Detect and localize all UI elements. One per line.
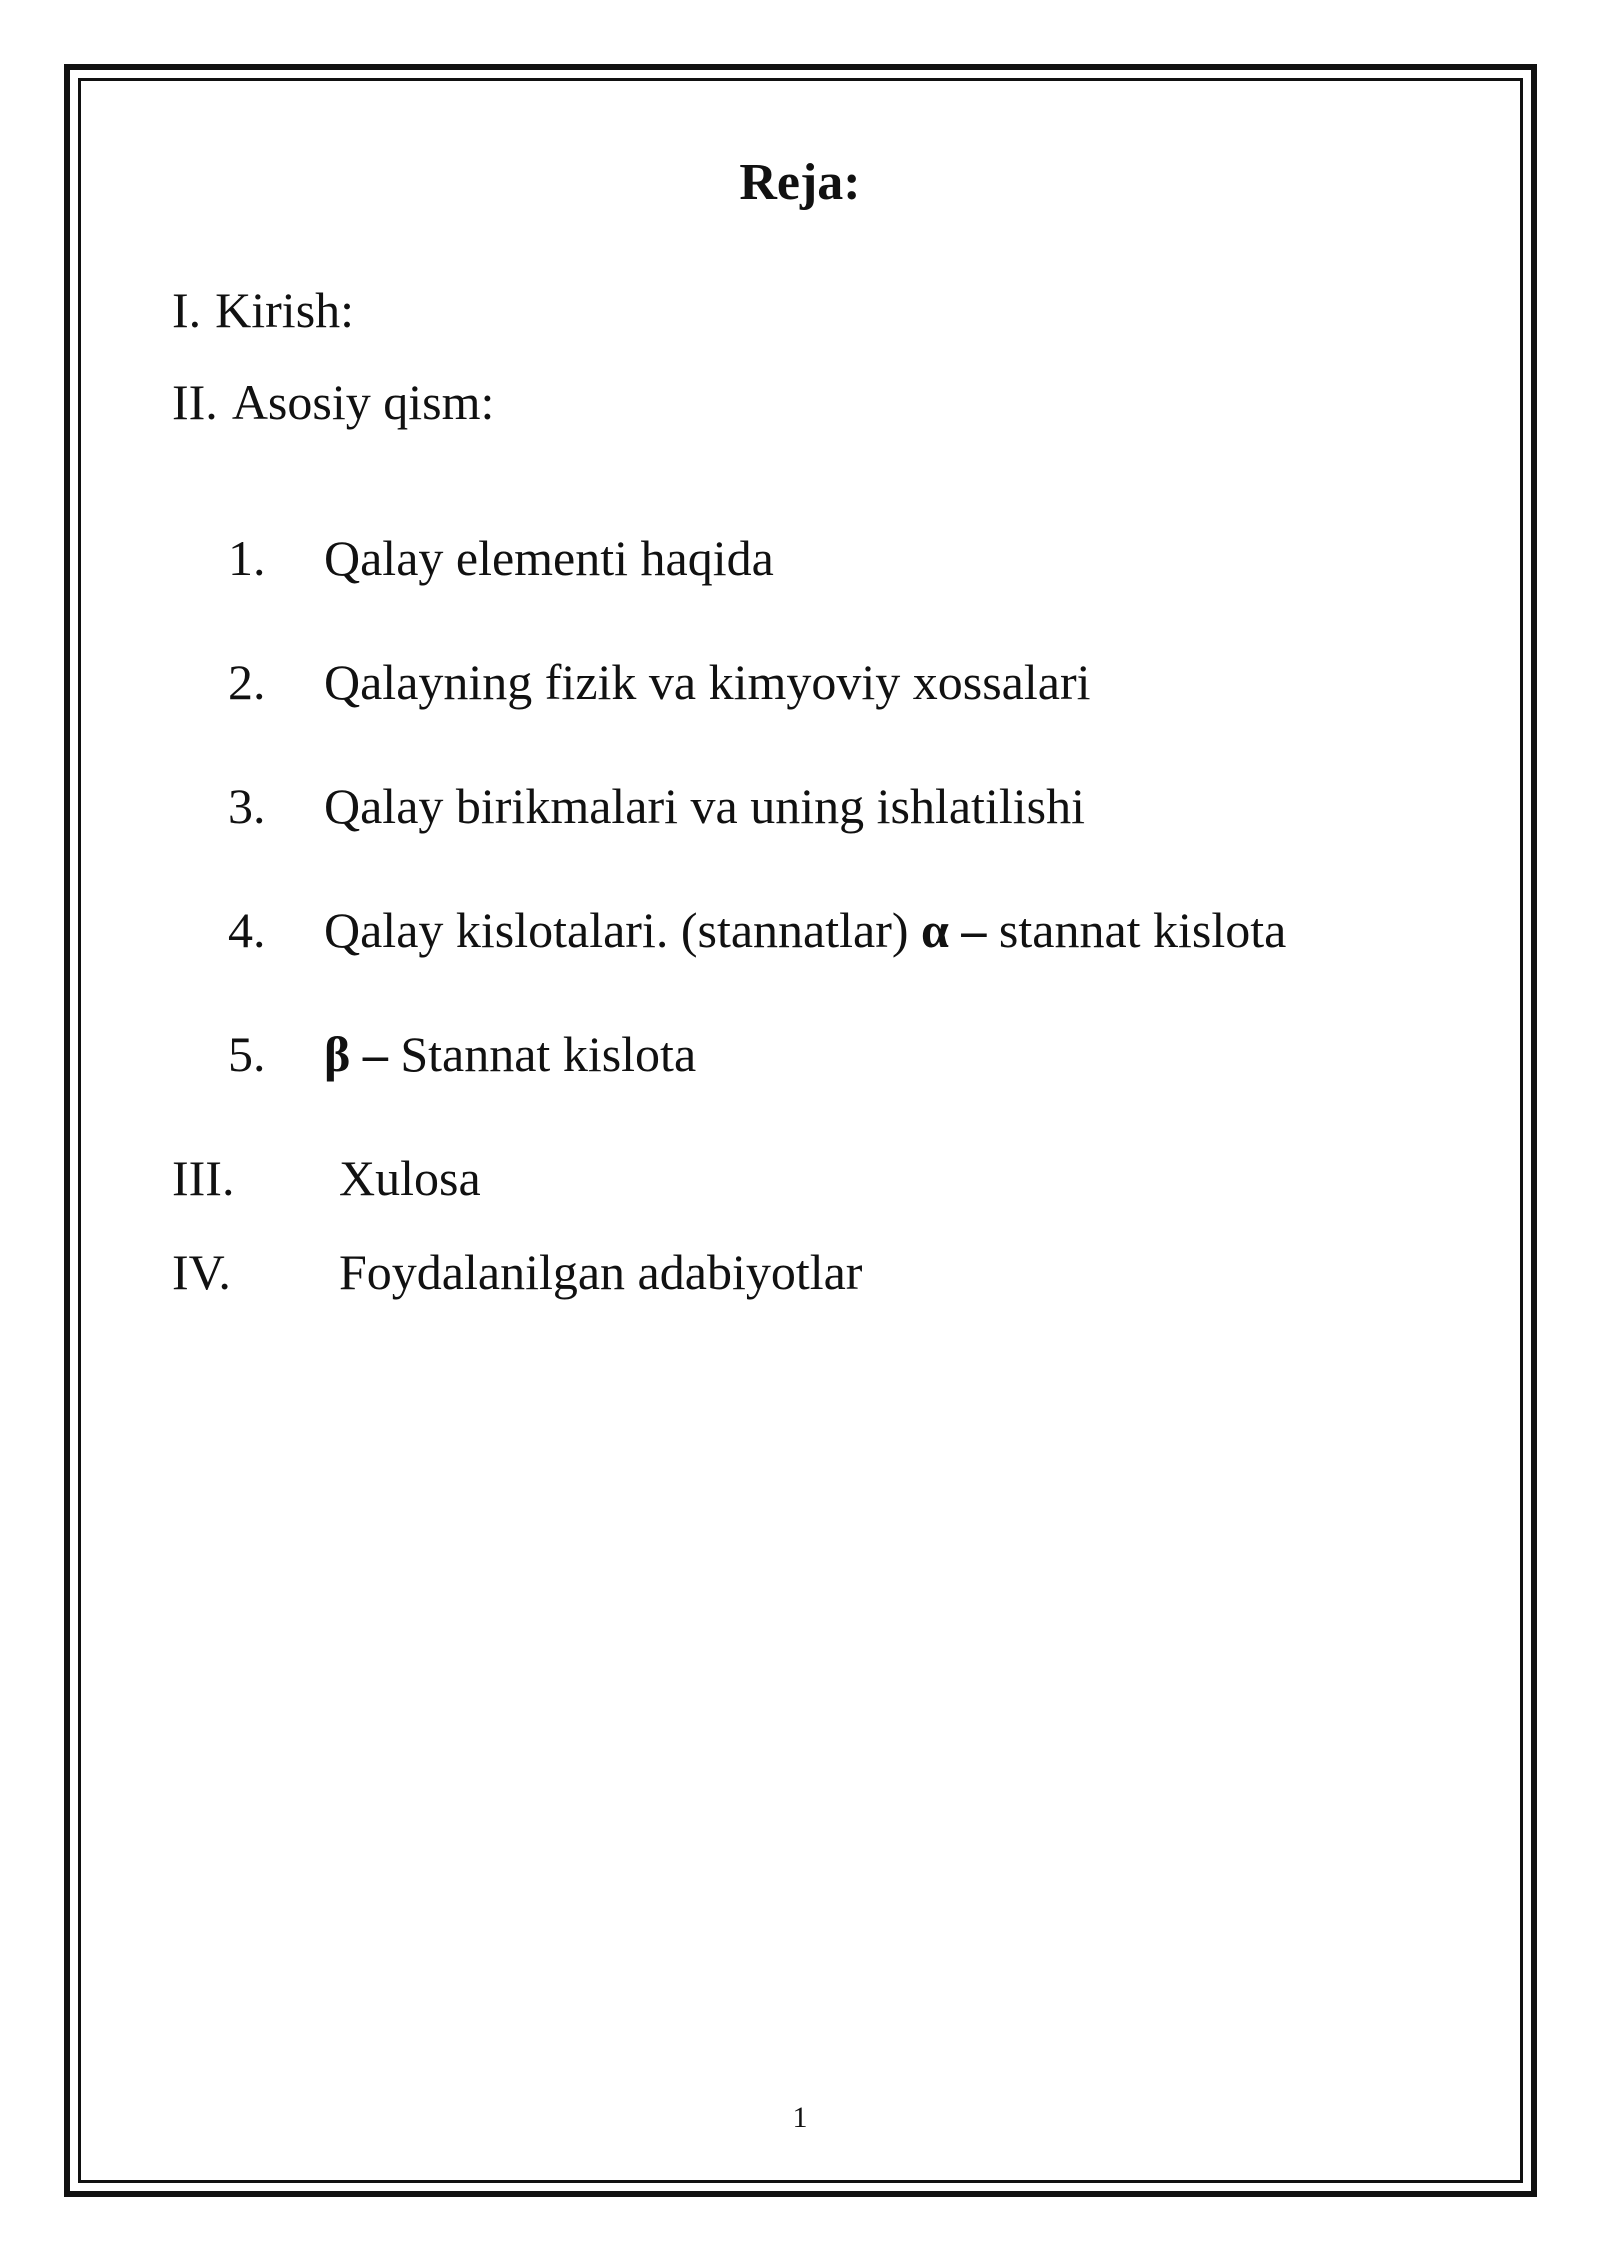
list-item-number: 1. (228, 530, 266, 586)
page-title: Reja: (739, 154, 861, 211)
section-label: Kirish: (215, 282, 355, 338)
list-item-5 (228, 1024, 696, 1084)
list-item-number: 4. (228, 902, 266, 958)
list-item-2 (228, 652, 1091, 712)
alpha-symbol: α – (921, 902, 987, 958)
list-item-4 (228, 900, 1286, 960)
page-number: 1 (792, 2101, 808, 2134)
section-xulosa (172, 1148, 481, 1208)
list-item-text: Qalay elementi haqida (324, 530, 774, 586)
section-number: II. (172, 374, 218, 430)
list-item-text-after: Stannat kislota (387, 1026, 697, 1082)
list-item-text: Qalay birikmalari va uning ishlatilishi (324, 778, 1085, 834)
list-item-number: 3. (228, 778, 266, 834)
list-item-text: Qalayning fizik va kimyoviy xossalari (324, 654, 1091, 710)
section-label: Xulosa (339, 1150, 481, 1206)
list-item-3 (228, 776, 1085, 836)
section-label: Asosiy qism: (231, 374, 495, 430)
beta-symbol: β – (324, 1026, 388, 1082)
section-number: III. (172, 1150, 235, 1206)
section-label: Foydalanilgan adabiyotlar (339, 1244, 863, 1300)
list-item-number: 2. (228, 654, 266, 710)
section-number: I. (172, 282, 202, 338)
list-item-1 (228, 528, 774, 588)
list-item-number: 5. (228, 1026, 266, 1082)
list-item-text-after: stannat kislota (986, 902, 1287, 958)
section-adabiyotlar (172, 1242, 862, 1302)
section-asosiy-qism (172, 372, 494, 432)
section-number: IV. (172, 1244, 231, 1300)
section-kirish (172, 280, 354, 340)
list-item-text: Qalay kislotalari. (stannatlar) (324, 902, 921, 958)
